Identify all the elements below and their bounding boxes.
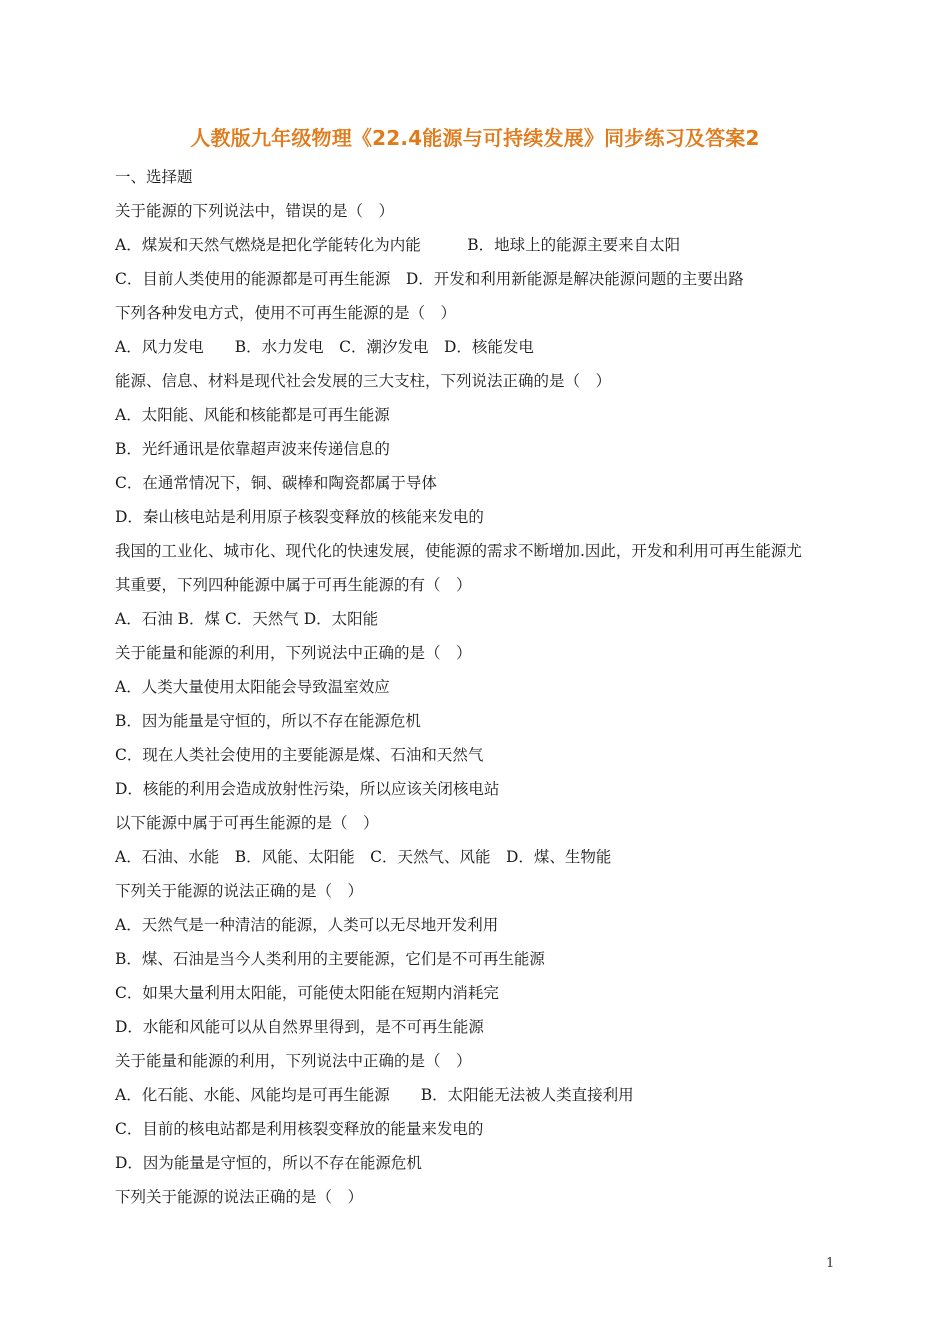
question-option: D．秦山核电站是利用原子核裂变释放的核能来发电的 (115, 508, 484, 526)
question-option: C．目前的核电站都是利用核裂变释放的能量来发电的 (115, 1120, 484, 1138)
question-stem: 关于能量和能源的利用，下列说法中正确的是（ ） (115, 1052, 472, 1070)
document-title: 人教版九年级物理《22.4能源与可持续发展》同步练习及答案2 (190, 126, 760, 150)
question-stem: 其重要，下列四种能源中属于可再生能源的有（ ） (115, 576, 472, 594)
question-stem: 关于能源的下列说法中，错误的是（ ） (115, 202, 395, 220)
question-option: B．光纤通讯是依靠超声波来传递信息的 (115, 440, 390, 458)
document-body (115, 160, 845, 1214)
question-option: A．化石能、水能、风能均是可再生能源 B．太阳能无法被人类直接利用 (115, 1086, 634, 1104)
question-stem: 关于能量和能源的利用，下列说法中正确的是（ ） (115, 644, 472, 662)
question-stem: 下列各种发电方式，使用不可再生能源的是（ ） (115, 304, 457, 322)
question-option: A．石油 B．煤 C．天然气 D．太阳能 (115, 610, 379, 628)
question-option: C．目前人类使用的能源都是可再生能源 D．开发和利用新能源是解决能源问题的主要出路 (115, 270, 744, 288)
question-option: C．如果大量利用太阳能，可能使太阳能在短期内消耗完 (115, 984, 499, 1002)
question-option: C．在通常情况下，铜、碳棒和陶瓷都属于导体 (115, 474, 437, 492)
question-option: A．天然气是一种清洁的能源，人类可以无尽地开发利用 (115, 916, 499, 934)
question-option: B．因为能量是守恒的，所以不存在能源危机 (115, 712, 421, 730)
question-stem: 下列关于能源的说法正确的是（ ） (115, 1188, 364, 1206)
question-stem: 我国的工业化、城市化、现代化的快速发展，使能源的需求不断增加.因此，开发和利用可再生能源尤 (115, 542, 802, 560)
question-option: C．现在人类社会使用的主要能源是煤、石油和天然气 (115, 746, 484, 764)
question-option: A．太阳能、风能和核能都是可再生能源 (115, 406, 390, 424)
question-option: A．风力发电 B．水力发电 C．潮汐发电 D．核能发电 (115, 338, 534, 356)
question-stem: 能源、信息、材料是现代社会发展的三大支柱，下列说法正确的是（ ） (115, 372, 612, 390)
question-option: D．核能的利用会造成放射性污染，所以应该关闭核电站 (115, 780, 500, 798)
question-option: D．因为能量是守恒的，所以不存在能源危机 (115, 1154, 422, 1172)
question-option: A．人类大量使用太阳能会导致温室效应 (115, 678, 390, 696)
question-option: B．煤、石油是当今人类利用的主要能源，它们是不可再生能源 (115, 950, 545, 968)
question-stem: 以下能源中属于可再生能源的是（ ） (115, 814, 379, 832)
question-option: A．石油、水能 B．风能、太阳能 C．天然气、风能 D．煤、生物能 (115, 848, 612, 866)
question-stem: 下列关于能源的说法正确的是（ ） (115, 882, 364, 900)
question-option: A．煤炭和天然气燃烧是把化学能转化为内能 B．地球上的能源主要来自太阳 (115, 236, 681, 254)
section-heading: 一、选择题 (115, 168, 193, 186)
question-option: D．水能和风能可以从自然界里得到，是不可再生能源 (115, 1018, 484, 1036)
page-number: 1 (826, 1256, 835, 1271)
